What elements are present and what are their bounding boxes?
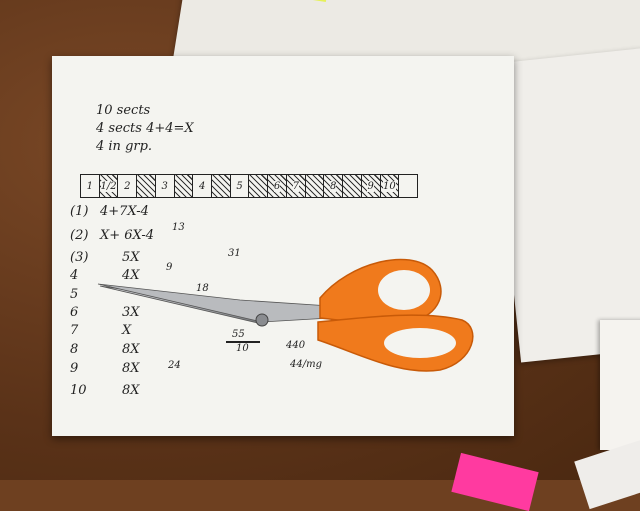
fraction-bottom: 10 xyxy=(236,343,249,354)
row-expression: 8X xyxy=(122,361,140,376)
section-box-label: 2 xyxy=(124,180,131,192)
header-line: 4 sects 4+4=X xyxy=(96,121,194,136)
row-number: (3) xyxy=(70,250,89,265)
side-number: 440 xyxy=(286,340,306,351)
row-number: 5 xyxy=(70,287,79,302)
row-number: 4 xyxy=(70,268,79,283)
section-box-label: 3 xyxy=(161,180,168,192)
header-line: 10 sects xyxy=(96,103,151,118)
side-number: 18 xyxy=(196,283,209,294)
row-expression: 5X xyxy=(122,250,140,265)
row-number: 10 xyxy=(70,383,87,398)
side-number: 9 xyxy=(166,262,173,273)
section-box-label: 7 xyxy=(292,180,299,192)
side-number: 13 xyxy=(172,222,185,233)
row-expression: 4+7X-4 xyxy=(100,204,149,219)
side-number: 44/mg xyxy=(290,359,322,370)
section-box-label: 9 xyxy=(367,180,374,192)
side-number: 31 xyxy=(228,248,241,259)
row-expression: X xyxy=(122,323,132,338)
row-number: 6 xyxy=(70,305,79,320)
header-line: 4 in grp. xyxy=(96,139,153,154)
row-number: 7 xyxy=(70,323,79,338)
section-box-label: 1/2 xyxy=(100,180,117,192)
scissors-finger-hole xyxy=(378,270,430,310)
scissors-blade-upper xyxy=(98,284,330,322)
section-box-label: 10 xyxy=(382,180,396,192)
side-number: 24 xyxy=(168,360,181,371)
row-expression: 8X xyxy=(122,342,140,357)
scissors-finger-hole xyxy=(384,328,456,358)
row-number: 8 xyxy=(70,342,79,357)
section-box-label: 6 xyxy=(273,180,281,192)
row-expression: 4X xyxy=(122,268,140,283)
row-number: (2) xyxy=(70,228,89,243)
row-number: 9 xyxy=(70,361,79,376)
row-expression: X+ 6X-4 xyxy=(100,228,155,243)
section-box-label: 5 xyxy=(236,180,243,192)
section-box-label: 1 xyxy=(86,180,94,192)
section-box-label: 4 xyxy=(198,180,206,192)
fraction-top: 55 xyxy=(232,329,245,340)
row-number: (1) xyxy=(70,204,89,219)
row-expression: 8X xyxy=(122,383,140,398)
row-expression: 3X xyxy=(122,305,140,320)
section-box-label: 8 xyxy=(330,180,337,192)
scissors-pivot xyxy=(256,314,268,326)
